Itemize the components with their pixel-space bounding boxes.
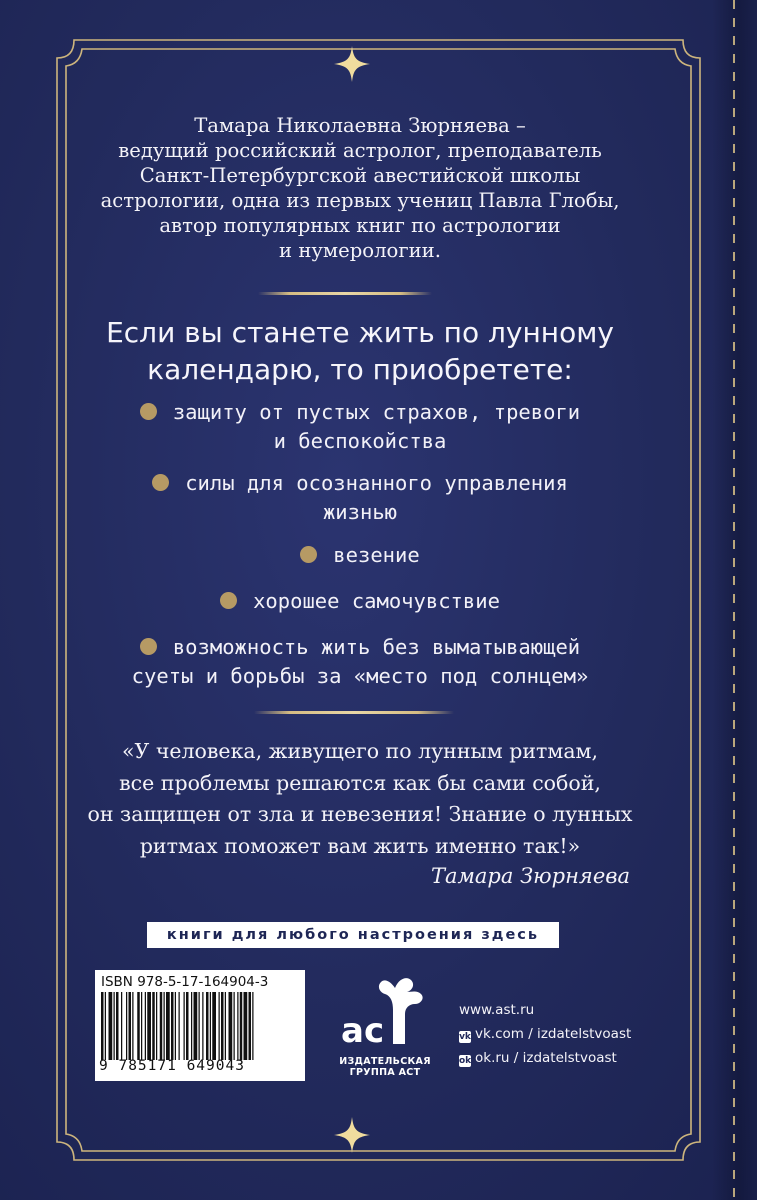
bio-line: автор популярных книг по астрологии [159,214,561,237]
bio-line: астрологии, одна из первых учениц Павла Глобы, [100,189,620,212]
list-item [52,633,668,691]
bullet-icon [140,403,157,420]
author-bio [52,113,668,263]
gold-divider [258,292,432,295]
isbn-label: ISBN 978-5-17-164904-3 [101,974,269,990]
lead-text [52,314,668,388]
ok-link[interactable] [459,1048,631,1072]
lead-line: календарю, то приобретете: [147,353,573,386]
quote-author: Тамара Зюрняева [430,864,630,888]
website-link[interactable] [459,1000,631,1024]
barcode [95,970,305,1081]
benefit-text: возможность жить без выматывающей [172,635,581,659]
star-icon [333,45,371,83]
bullet-icon [152,474,169,491]
star-icon [333,1116,371,1154]
benefit-text: хорошее самочувствие [253,589,500,613]
quote [52,736,668,862]
quote-line: все проблемы решаются как бы сами собой, [119,770,601,795]
slogan-banner: книги для любого настроения здесь [147,922,559,948]
publisher-links [459,1000,631,1072]
spine-stitch [733,0,735,1200]
website-text: www.ast.ru [459,1002,535,1018]
logo-text: ас [341,1011,385,1051]
ok-icon: ok [459,1056,472,1066]
ast-logo-icon [315,974,455,1054]
benefit-text: жизнью [322,500,398,524]
bullet-icon [300,546,317,563]
list-item [52,469,668,527]
list-item [52,398,668,456]
vk-icon: vk [459,1032,471,1042]
publisher-logo [315,974,455,1078]
bio-line: Тамара Николаевна Зюрняева – [194,114,526,137]
list-item [52,587,668,616]
barcode-bars [101,992,299,1060]
quote-line: «У человека, живущего по лунным ритмам, [121,739,599,763]
ok-text: ok.ru / izdatelstvoast [475,1050,617,1066]
benefits-list [52,398,668,704]
bullet-icon [220,592,237,609]
list-item [52,541,668,570]
lead-line: Если вы станете жить по лунному [106,316,614,349]
bullet-icon [140,638,157,655]
gold-divider [254,711,454,714]
vk-link[interactable] [459,1024,631,1048]
bio-line: ведущий российский астролог, преподаватель [118,139,602,162]
bio-line: Санкт-Петербургской авестийской школы [139,164,581,187]
bio-line: и нумерологии. [279,239,441,262]
benefit-text: суеты и борьбы за «место под солнцем» [131,664,589,688]
benefit-text: силы для осознанного управления [185,471,568,495]
quote-line: он защищен от зла и невезения! Знание о лунных [87,802,633,826]
benefit-text: везение [333,543,420,567]
barcode-digits: 9 785171 649043 [99,1058,245,1074]
quote-line: ритмах поможет вам жить именно так!» [139,833,581,858]
benefit-text: и беспокойства [273,429,447,453]
vk-text: vk.com / izdatelstvoast [475,1026,632,1042]
publisher-caption: ИЗДАТЕЛЬСКАЯ ГРУППА АСТ [339,1056,431,1078]
benefit-text: защиту от пустых страхов, тревоги [172,400,581,424]
